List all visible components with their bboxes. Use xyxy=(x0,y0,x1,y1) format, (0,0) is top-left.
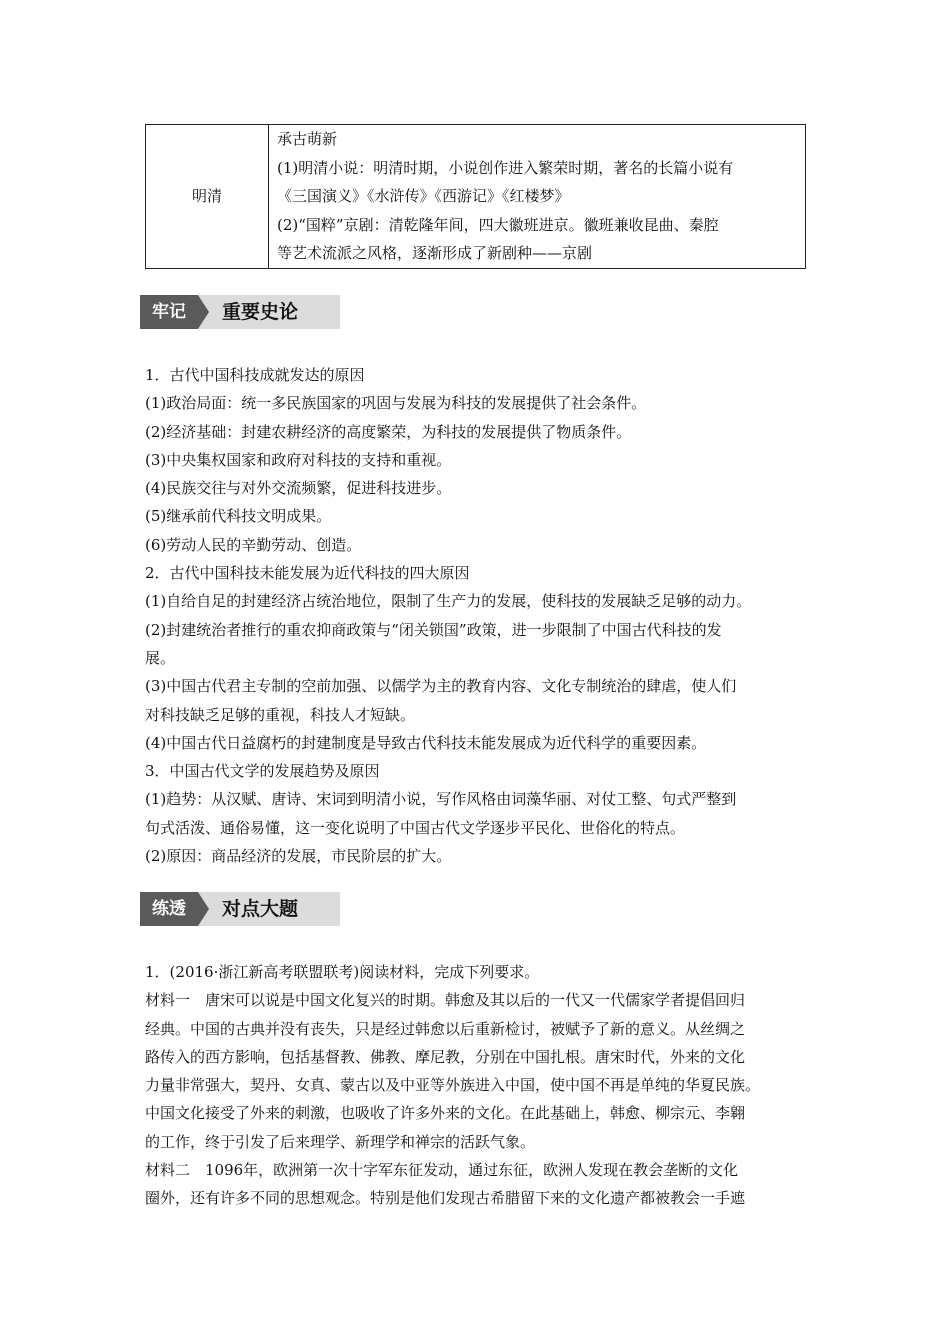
text-line: (3)中央集权国家和政府对科技的支持和重视。 xyxy=(145,450,452,469)
section-tag: 练透 xyxy=(140,892,198,926)
text-line: 的工作，终于引发了后来理学、新理学和禅宗的活跃气象。 xyxy=(145,1132,536,1151)
section-title: 对点大题 xyxy=(222,898,299,920)
text-line: 材料二 1096年，欧洲第一次十字军东征发动，通过东征，欧洲人发现在教会垄断的文化 xyxy=(145,1161,739,1180)
text-line: 句式活泼、通俗易懂，这一变化说明了中国古代文学逐步平民化、世俗化的特点。 xyxy=(145,818,686,837)
section-body-theories xyxy=(145,361,825,870)
text-line: (1)政治局面：统一多民族国家的巩固与发展为科技的发展提供了社会条件。 xyxy=(145,394,647,413)
text-line: 材料一 唐宋可以说是中国文化复兴的时期。韩愈及其以后的一代又一代儒家学者提倡回归 xyxy=(145,991,746,1010)
text-line: (2)封建统治者推行的重农抑商政策与“闭关锁国”政策，进一步限制了中国古代科技的发 xyxy=(145,620,722,639)
section-tag: 牢记 xyxy=(140,295,198,329)
section-banner-practice xyxy=(140,892,340,926)
text-line: 路传入的西方影响，包括基督教、佛教、摩尼教，分别在中国扎根。唐宋时代，外来的文化 xyxy=(145,1047,746,1066)
text-line: (2)原因：商品经济的发展，市民阶层的扩大。 xyxy=(145,847,452,866)
table-row xyxy=(146,125,806,269)
section-banner-important-theories xyxy=(140,295,340,329)
text-line: (6)劳动人民的辛勤劳动、创造。 xyxy=(145,535,362,554)
text-line: (2)经济基础：封建农耕经济的高度繁荣，为科技的发展提供了物质条件。 xyxy=(145,422,632,441)
text-line: 3．中国古代文学的发展趋势及原因 xyxy=(145,762,380,781)
text-line: (1)自给自足的封建经济占统治地位，限制了生产力的发展，使科技的发展缺乏足够的动力。 xyxy=(145,592,752,611)
text-line: 圈外，还有许多不同的思想观念。特别是他们发现古希腊留下来的文化遗产都被教会一手遮 xyxy=(145,1189,746,1208)
text-line: (5)继承前代科技文明成果。 xyxy=(145,507,332,526)
banner-arrow-icon xyxy=(198,295,209,329)
table-line: 《三国演义》《水浒传》《西游记》《红楼梦》 xyxy=(277,187,570,205)
text-line: 经典。中国的古典并没有丧失，只是经过韩愈以后重新检讨，被赋予了新的意义。从丝绸之 xyxy=(145,1019,746,1038)
era-table xyxy=(145,124,806,269)
text-line: 1．古代中国科技成就发达的原因 xyxy=(145,366,365,384)
text-line: 展。 xyxy=(145,648,176,667)
era-content-cell xyxy=(269,125,806,269)
text-line: 中国文化接受了外来的刺激，也吸收了许多外来的文化。在此基础上，韩愈、柳宗元、李翱 xyxy=(145,1104,746,1123)
banner-arrow-icon xyxy=(198,892,209,926)
section-body-practice xyxy=(145,958,825,1213)
era-name-cell: 明清 xyxy=(146,125,269,269)
section-title: 重要史论 xyxy=(222,301,299,323)
table-line: 等艺术流派之风格，逐渐形成了新剧种——京剧 xyxy=(277,244,593,262)
text-line: (4)民族交往与对外交流频繁，促进科技进步。 xyxy=(145,479,452,498)
text-line: 力量非常强大，契丹、女真、蒙古以及中亚等外族进入中国，使中国不再是单纯的华夏民族。 xyxy=(145,1076,761,1095)
text-line: (4)中国古代日益腐朽的封建制度是导致古代科技未能发展成为近代科学的重要因素。 xyxy=(145,733,707,752)
table-line: (2)“国粹”京剧：清乾隆年间，四大徽班进京。徽班兼收昆曲、秦腔 xyxy=(277,215,719,234)
text-line: 对科技缺乏足够的重视，科技人才短缺。 xyxy=(145,705,416,724)
table-line: (1)明清小说：明清时期，小说创作进入繁荣时期，著名的长篇小说有 xyxy=(277,158,734,177)
text-line: 1．(2016·浙江新高考联盟联考)阅读材料，完成下列要求。 xyxy=(145,963,540,981)
text-line: (3)中国古代君主专制的空前加强、以儒学为主的教育内容、文化专制统治的肆虐，使人们 xyxy=(145,677,737,696)
table-line: 承古萌新 xyxy=(277,130,338,148)
text-line: 2．古代中国科技未能发展为近代科技的四大原因 xyxy=(145,564,470,583)
text-line: (1)趋势：从汉赋、唐诗、宋词到明清小说，写作风格由词藻华丽、对仗工整、句式严整到 xyxy=(145,790,737,809)
